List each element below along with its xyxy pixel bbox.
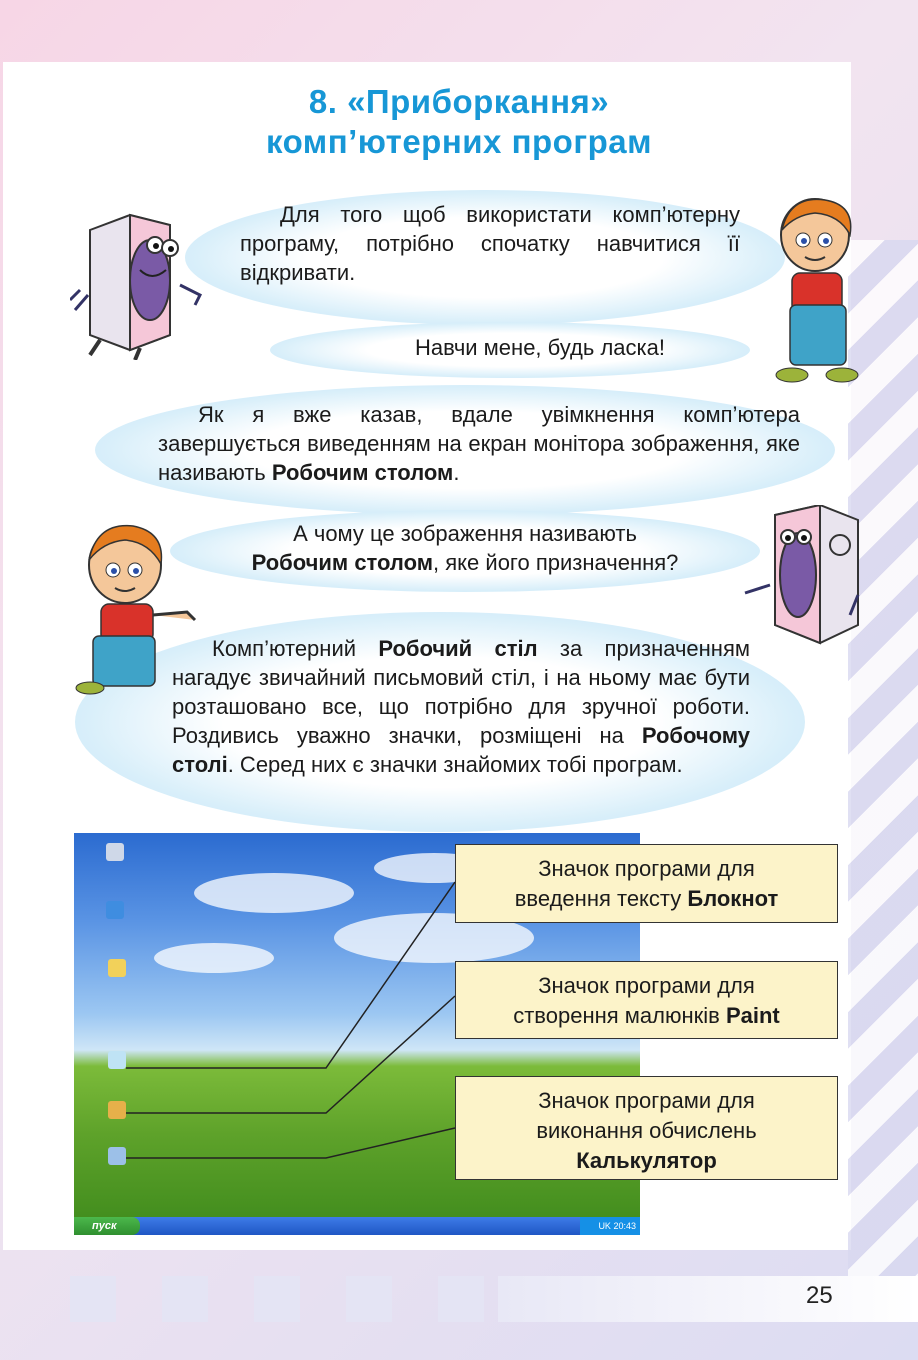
footer-bar xyxy=(498,1276,918,1322)
title-line-2: комп’ютерних програм xyxy=(265,123,652,160)
dialog-text-3: Як я вже казав, вдале увімкнення комп’ютера завершується виведенням на екран монітора зображення, яке називають Робочим столом. xyxy=(158,402,800,485)
page-number: 25 xyxy=(806,1282,833,1309)
language-indicator[interactable]: UK xyxy=(598,1221,611,1231)
dialog-text-4: А чому це зображення називають Робочим столом, яке його призначення? xyxy=(251,521,679,575)
dialog-text-1: Для того щоб використати комп’ютерну програму, потрібно спочатку навчитися її відкривати. xyxy=(240,202,740,285)
callout-paint: Значок програми для створення малюнків Paint xyxy=(455,961,838,1039)
callout-calculator: Значок програми для виконання обчислень Калькулятор xyxy=(455,1076,838,1180)
clock: 20:43 xyxy=(613,1221,636,1231)
dialog-text-2: Навчи мене, будь ласка! xyxy=(415,335,665,360)
title-line-1: 8. «Приборкання» xyxy=(308,83,610,120)
dialog-text-5: Комп’ютерний Робочий стіл за призначенням нагадує звичайний письмовий стіл, і на ньому має бути розташовано все, що потрібно для зручної роботи. Роздивись уважно значки, розміщені на Робочому столі. Серед них є значки знайомих тобі програм. xyxy=(172,636,750,777)
start-button[interactable]: пуск xyxy=(74,1217,140,1235)
callout-notepad: Значок програми для введення тексту Блокнот xyxy=(455,844,838,923)
